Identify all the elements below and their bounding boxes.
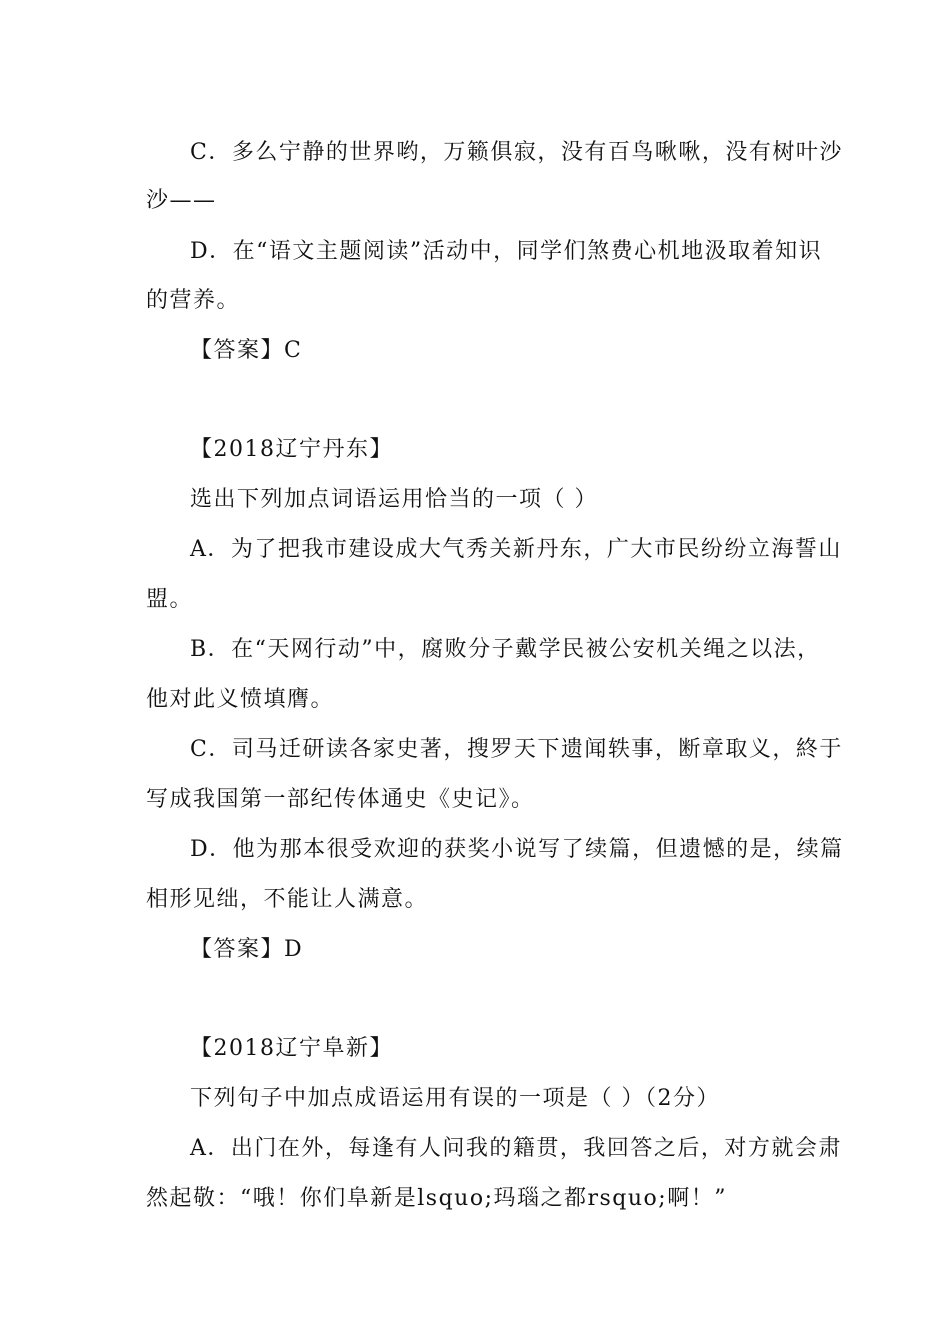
option-a-line-2c: 然起敬：“哦！你们阜新是lsquo;玛瑙之都rsquo;啊！” — [146, 1186, 727, 1211]
source-heading-fuxin: 【2018辽宁阜新】 — [190, 1036, 393, 1061]
option-d-line-2b: 相形见绌，不能让人满意。 — [146, 887, 429, 912]
answer-1: 【答案】C — [190, 338, 303, 363]
option-a-line-1c: A．出门在外，每逢有人问我的籍贯，我回答之后，对方就会肃 — [190, 1136, 842, 1161]
option-d-line-2: 的营养。 — [146, 288, 241, 313]
option-b-line-1: B．在“天网行动”中，腐败分子戴学民被公安机关绳之以法， — [190, 637, 821, 662]
option-c-line-1: C．多么宁静的世界哟，万籁俱寂，没有百鸟啾啾，没有树叶沙 — [190, 140, 843, 165]
question-3: 下列句子中加点成语运用有误的一项是（ ）（2分） — [190, 1086, 720, 1111]
answer-2: 【答案】D — [190, 937, 304, 962]
option-c-line-2b: 写成我国第一部纪传体通史《史记》。 — [146, 787, 535, 812]
option-d-line-1: D．在“语文主题阅读”活动中，同学们煞费心机地汲取着知识 — [190, 239, 823, 264]
source-heading-dandong: 【2018辽宁丹东】 — [190, 437, 393, 462]
option-a-line-1: A．为了把我市建设成大气秀关新丹东，广大市民纷纷立海誓山 — [190, 537, 842, 562]
option-a-line-2: 盟。 — [146, 587, 194, 612]
option-c-line-2: 沙—— — [146, 188, 217, 213]
option-b-line-2: 他对此义愤填膺。 — [146, 687, 335, 712]
option-c-line-1b: C．司马迁研读各家史著，搜罗天下遗闻轶事，断章取义，終于 — [190, 737, 843, 762]
option-d-line-1b: D．他为那本很受欢迎的获奖小说写了续篇，但遗憾的是，续篇 — [190, 837, 844, 862]
question-2: 选出下列加点词语运用恰当的一项（ ） — [190, 487, 598, 512]
